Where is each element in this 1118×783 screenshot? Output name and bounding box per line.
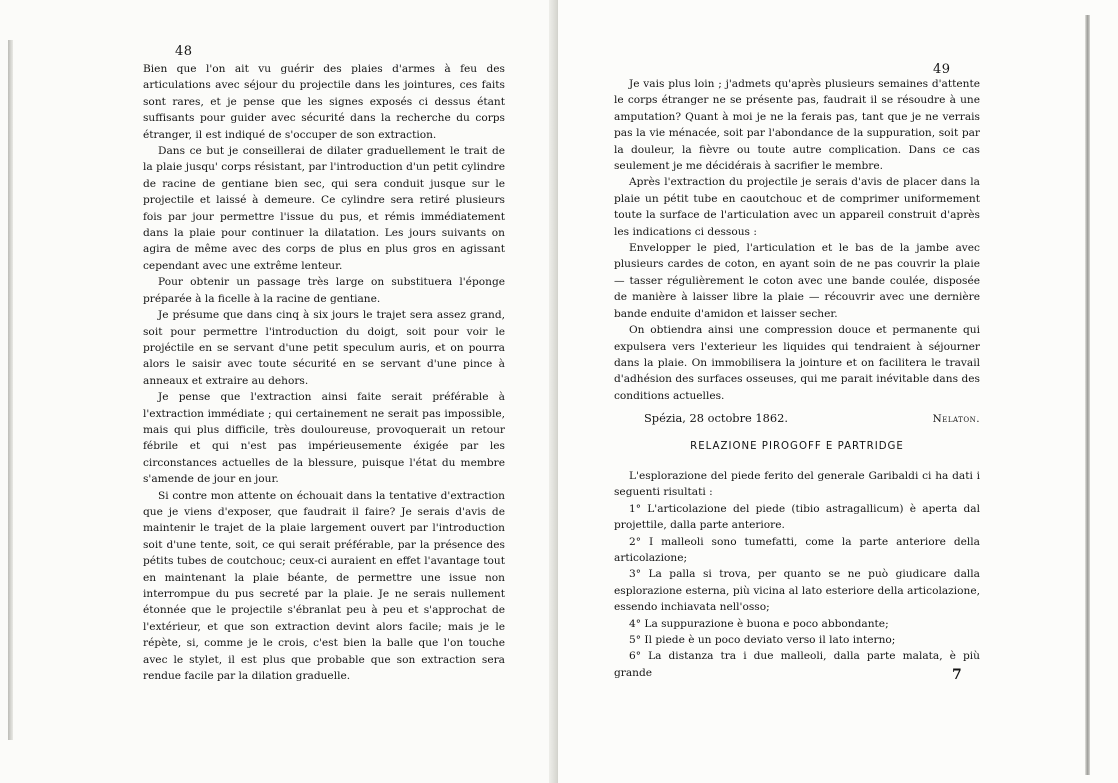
- left-page: [0, 0, 558, 783]
- paragraph: Dans ce but je conseillerai de dilater graduellement le trait de la plaie jusqu' corps résistant, par l'introduction d'un petit cylindre de racine de gentiane bien sec, qui sera conduit jusque sur le projectile et laissé à demeure. Ce cylindre sera retiré plusieurs fois par jour permettre l'issue du pus, et rémis immédiatement dans la plaie pour continuer la dilatation. Les jours suivants on agira de même avec des corps de plus en plus gros en agissant cependant avec une extrême lenteur.: [143, 145, 505, 272]
- page-edge-shadow: [8, 40, 13, 740]
- page-number: 48: [175, 44, 193, 59]
- paragraph: Pour obtenir un passage très large on substituera l'éponge préparée à la ficelle à la racine de gentiane.: [143, 276, 505, 305]
- section-intro: L'esplorazione del piede ferito del generale Garibaldi ci ha dati i seguenti risultati :: [614, 469, 980, 499]
- signature-line: [614, 410, 980, 427]
- place-date: Spézia, 28 octobre 1862.: [644, 411, 789, 426]
- list-item: 5° Il piede è un poco deviato verso il lato interno;: [629, 634, 896, 646]
- list-item: 6° La distanza tra i due malleoli, dalla parte malata, è più grande: [614, 650, 980, 679]
- paragraph: Envelopper le pied, l'articulation et le bas de la jambe avec plusieurs cardes de coton, en ayant soin de ne pas couvrir la plaie — tasser régulièrement le coton avec une bande coulée, disposée de manière à laisser libre la plaie — récouvrir avec une dernière bande enduite d'amidon et laisser secher.: [614, 242, 980, 320]
- page-number: 49: [933, 62, 951, 77]
- page-edge-shadow: [1085, 15, 1090, 775]
- paragraph: On obtiendra ainsi une compression douce et permanente qui expulsera vers l'exterieur les liquides qui tendraient à séjourner dans la plaie. On immobilisera la jointure et on facilitera le travail d'adhésion des surfaces osseuses, qui me parait inévitable dans des conditions actuelles.: [614, 324, 980, 402]
- list-item: 4° La suppurazione è buona e poco abbondante;: [629, 617, 889, 630]
- paragraph: Après l'extraction du projectile je serais d'avis de placer dans la plaie un pétit tube en caoutchouc et de comprimer uniformement toute la surface de l'articulation avec un appareil construit d'après les indications ci dessous :: [614, 176, 980, 238]
- paragraph: Bien que l'on ait vu guérir des plaies d'armes à feu des articulations avec séjour du projectile dans les jointures, ces faits sont rares, et je pense que les signes exposés ci dessus étant suffisants pour guider avec sécurité dans la recherche du corps étranger, il est indiqué de s'occuper de son extraction.: [143, 63, 505, 141]
- paragraph: Je vais plus loin ; j'admets qu'après plusieurs semaines d'attente le corps étranger ne se présente pas, faudrait il se résoudre à une amputation? Quant à moi je ne la ferais pas, tant que je ne verrais pas la vie ménacée, soit par l'abondance de la suppuration, soit par la douleur, la fièvre ou toute autre complication. Dans ce cas seulement je me décidérais à sacrifier le membre.: [614, 78, 980, 173]
- section-heading: RELAZIONE PIROGOFF E PARTRIDGE: [690, 440, 904, 452]
- paragraph: Si contre mon attente on échouait dans la tentative d'extraction que je viens d'exposer, que faudrait il faire? Je serais d'avis de maintenir le trajet de la plaie largement ouvert par l'introduction soit d'une tente, soit, ce qui serait préférable, par la présence des pétits tubes de coutchouc; ceux-ci auraient en effet l'avantage tout en maintenant la plaie béante, de permettre une issue non interrompue du pus secreté par la plaie. Je ne serais nullement étonnée que le projectile s'ébranlat peu à peu et s'approchat de l'extérieur, et que son extraction devint alors facile; mais je le répète, si, comme je le crois, c'est bien la balle que l'on touche avec le stylet, il est plus que probable que son extraction sera rendue facile par la dilation graduelle.: [143, 489, 505, 683]
- list-item: 1° L'articolazione del piede (tibio astragallicum) è aperta dal projettile, dalla parte anteriore.: [614, 502, 980, 532]
- signature-mark: 7: [952, 667, 963, 683]
- paragraph: Je pense que l'extraction ainsi faite serait préférable à l'extraction immédiate ; qui certainement ne serait pas impossible, mais qui plus difficile, très douloureuse, provoquerait un retour fébrile et qui n'est pas impérieusemente éxigée par les circonstances actuelles de la blessure, puisque l'état du membre s'amende de jour en jour.: [143, 391, 505, 486]
- author-name: Nelaton.: [932, 413, 980, 426]
- right-page-text: [614, 76, 980, 681]
- paragraph: Je présume que dans cinq à six jours le trajet sera assez grand, soit pour permettre l'introduction du doigt, soit pour voir le projéctile en se servant d'une petit speculum auris, et on pourra alors le saisir avec toute sécurité en se servant d'une pince à anneaux et extraire au dehors.: [143, 309, 505, 387]
- left-page-text: [143, 61, 505, 684]
- list-item: 3° La palla si trova, per quanto se ne può giudicare dalla esplorazione esterna, più vicina al lato esteriore della articolazione, essendo inchiavata nell'osso;: [614, 568, 980, 614]
- list-item: 2° I malleoli sono tumefatti, come la parte anteriore della articolazione;: [614, 535, 980, 564]
